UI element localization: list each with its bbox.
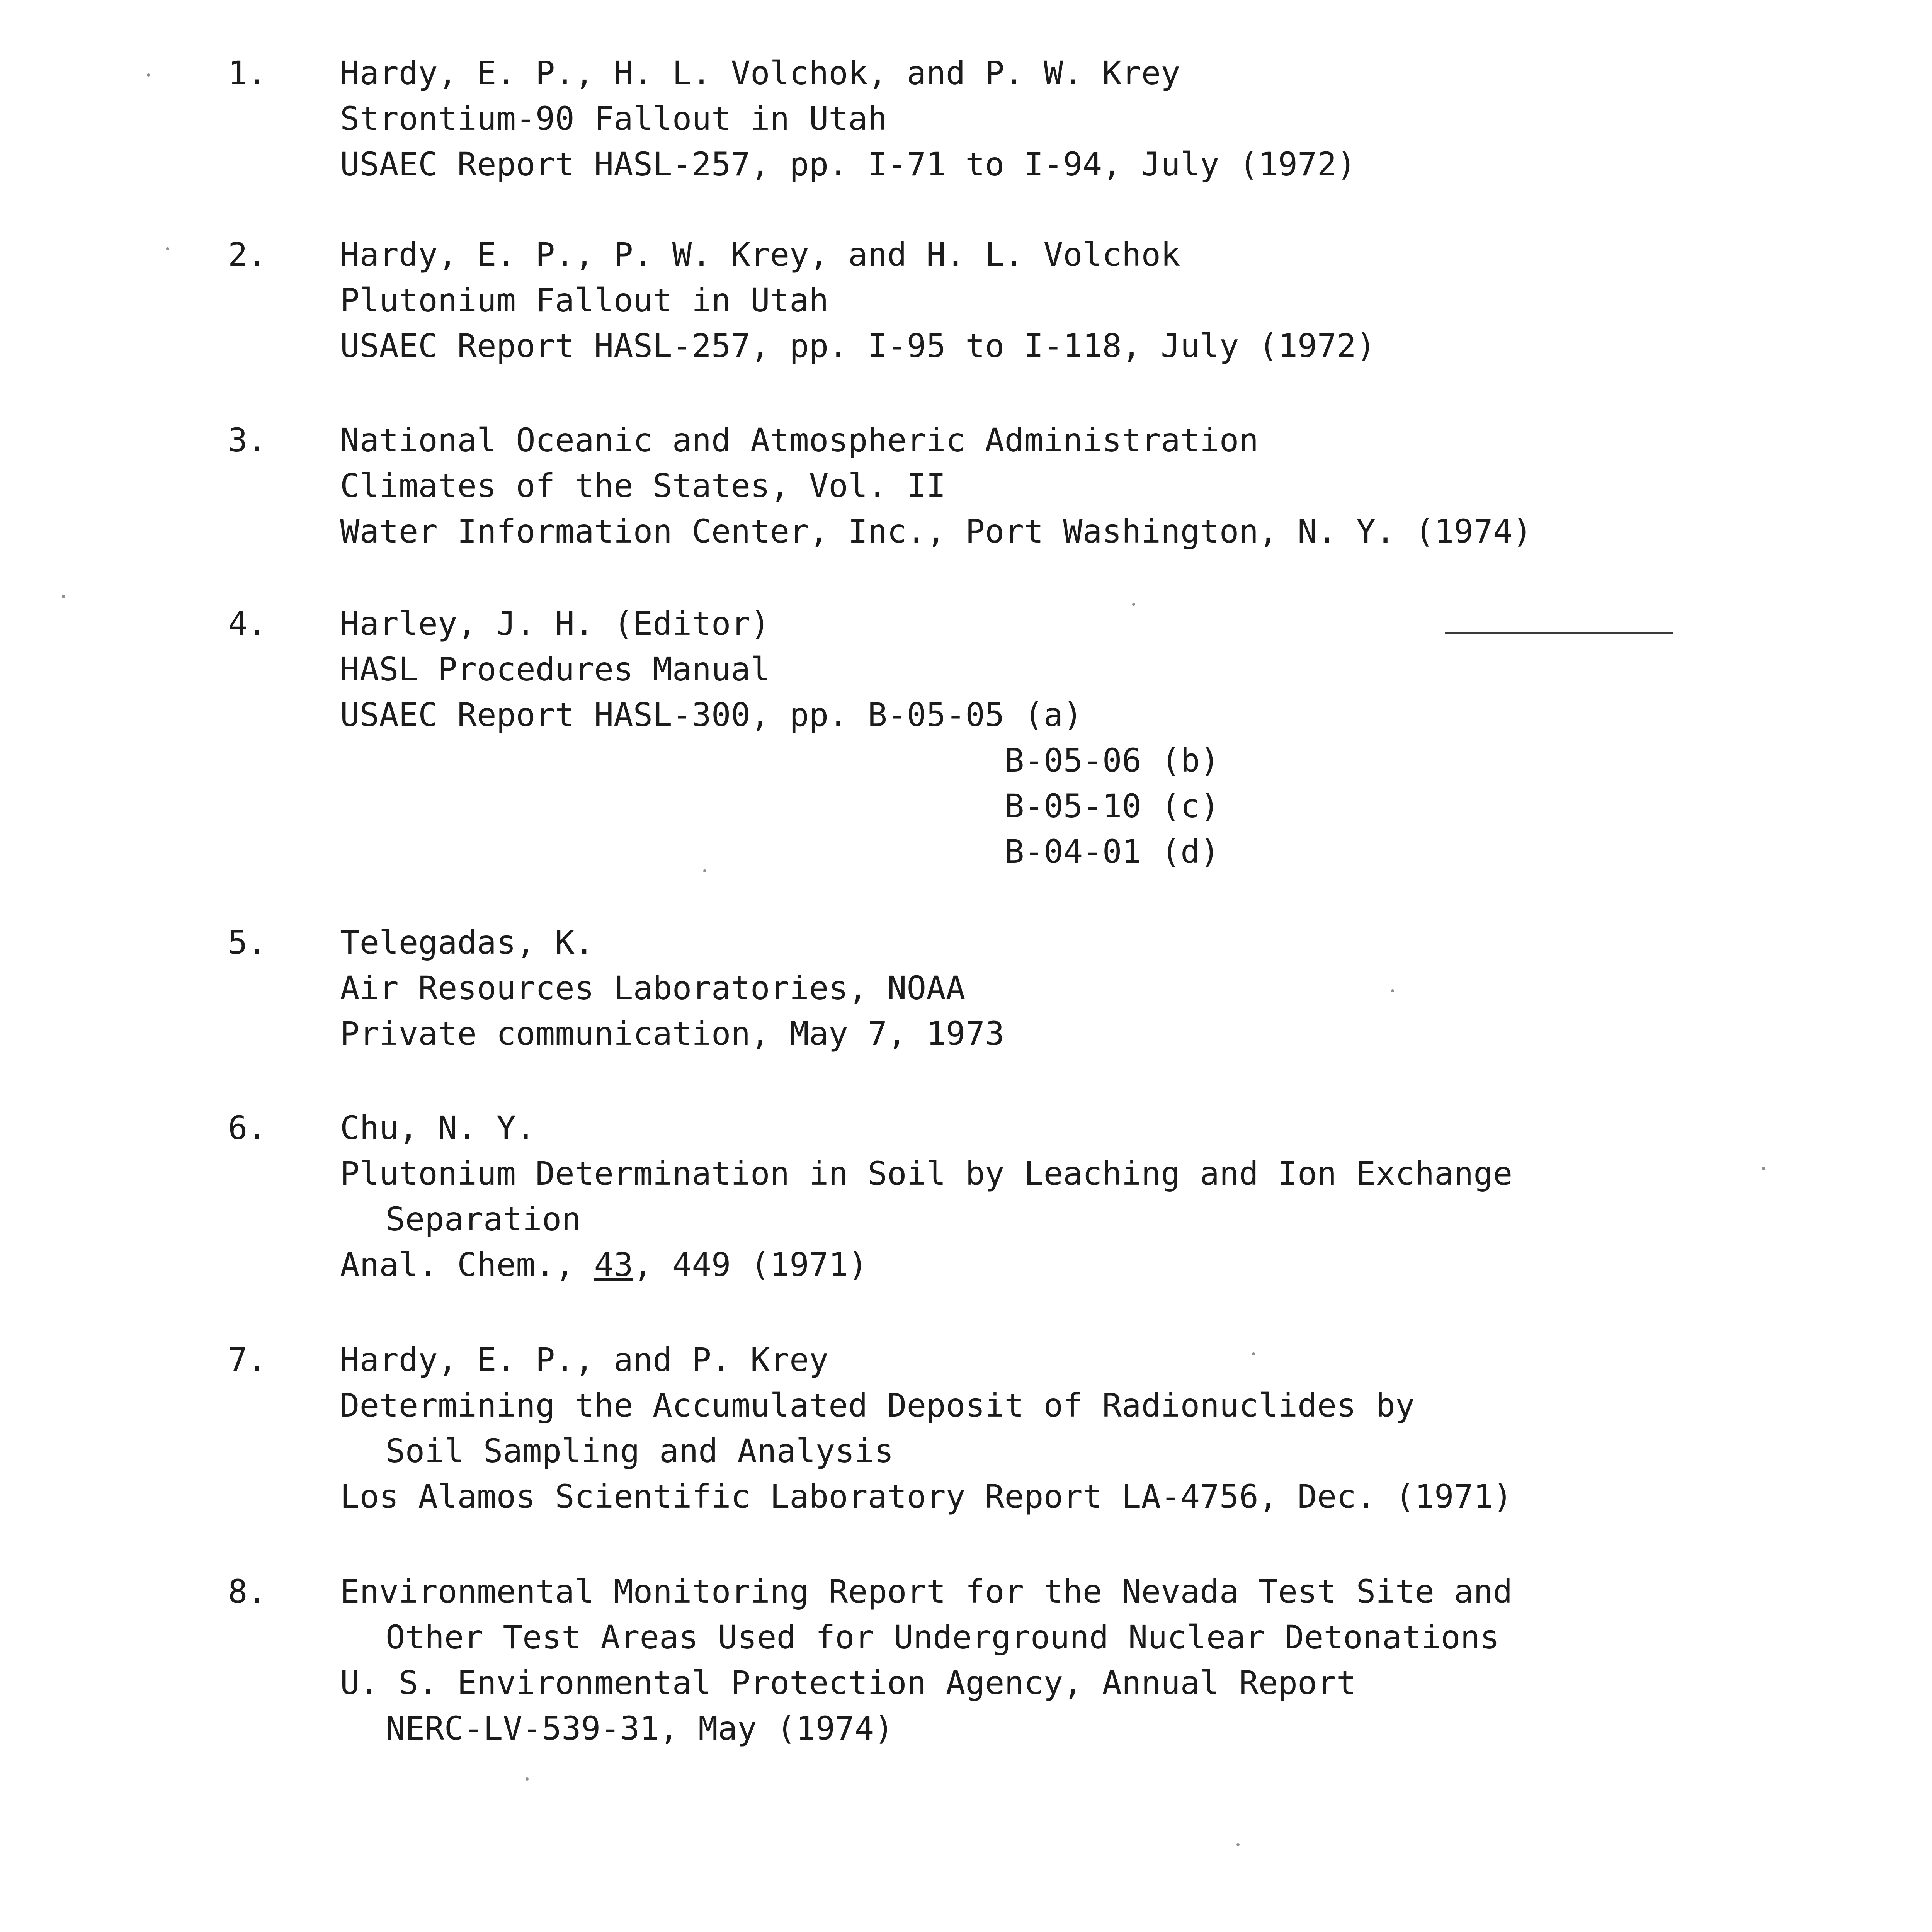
reference-source [340,1242,1886,1287]
reference-title: Environmental Monitoring Report for the Nevada Test Site and [340,1573,1513,1611]
reference-title-continued: Separation [386,1200,581,1238]
reference-number: 3. [228,421,267,459]
reference-title: Strontium-90 Fallout in Utah [340,100,888,138]
reference-source: U. S. Environmental Protection Agency, Annual Report [340,1664,1356,1702]
reference-title-continued: Other Test Areas Used for Underground Nuclear Detonations [386,1618,1500,1656]
reference-source: Water Information Center, Inc., Port Washington, N. Y. (1974) [340,512,1532,550]
reference-number: 5. [228,923,267,961]
page-range-item: B-05-06 (b) [1005,742,1220,779]
journal-name: Anal. Chem., [340,1246,594,1284]
reference-title: Determining the Accumulated Deposit of Radionuclides by [340,1386,1415,1424]
reference-report-number: NERC-LV-539-31, May (1974) [386,1709,894,1747]
reference-source: USAEC Report HASL-300, pp. B-05-05 (a) [340,696,1083,734]
reference-affiliation: Air Resources Laboratories, NOAA [340,969,966,1007]
margin-rule [1445,632,1673,634]
reference-authors: Hardy, E. P., and P. Krey [340,1341,829,1379]
scan-speck [526,1777,529,1781]
page-range-item: B-04-01 (d) [1005,833,1220,871]
reference-number: 4. [228,605,267,643]
reference-number: 8. [228,1573,267,1611]
reference-number: 7. [228,1341,267,1379]
scan-speck [1236,1843,1240,1846]
reference-number: 2. [228,236,267,274]
page-range-item: B-05-10 (c) [1005,787,1220,825]
reference-title: Plutonium Fallout in Utah [340,281,829,319]
reference-authors: Harley, J. H. (Editor) [340,605,770,643]
reference-number: 1. [228,54,267,92]
reference-source: Private communication, May 7, 1973 [340,1015,1005,1053]
reference-title: HASL Procedures Manual [340,650,770,688]
scan-speck [147,73,150,77]
reference-title: Climates of the States, Vol. II [340,467,946,505]
scan-speck [1391,989,1394,992]
scan-speck [1762,1167,1765,1170]
scan-speck [1252,1352,1255,1355]
reference-authors: National Oceanic and Atmospheric Administration [340,421,1259,459]
scan-speck [1132,603,1135,606]
journal-pages-year: , 449 (1971) [633,1246,868,1284]
reference-authors: Chu, N. Y. [340,1109,536,1147]
reference-authors: Hardy, E. P., H. L. Volchok, and P. W. Krey [340,54,1180,92]
reference-authors: Telegadas, K. [340,923,594,961]
reference-title-continued: Soil Sampling and Analysis [386,1432,894,1470]
reference-source: USAEC Report HASL-257, pp. I-71 to I-94, July (1972) [340,145,1356,183]
scan-speck [166,247,169,250]
reference-authors: Hardy, E. P., P. W. Krey, and H. L. Volchok [340,236,1180,274]
scan-speck [62,595,65,598]
reference-source: USAEC Report HASL-257, pp. I-95 to I-118, July (1972) [340,327,1376,365]
scan-speck [703,869,706,872]
reference-title: Plutonium Determination in Soil by Leaching and Ion Exchange [340,1155,1513,1192]
reference-source: Los Alamos Scientific Laboratory Report LA-4756, Dec. (1971) [340,1478,1513,1515]
reference-number: 6. [228,1109,267,1147]
journal-volume: 43 [594,1246,633,1284]
